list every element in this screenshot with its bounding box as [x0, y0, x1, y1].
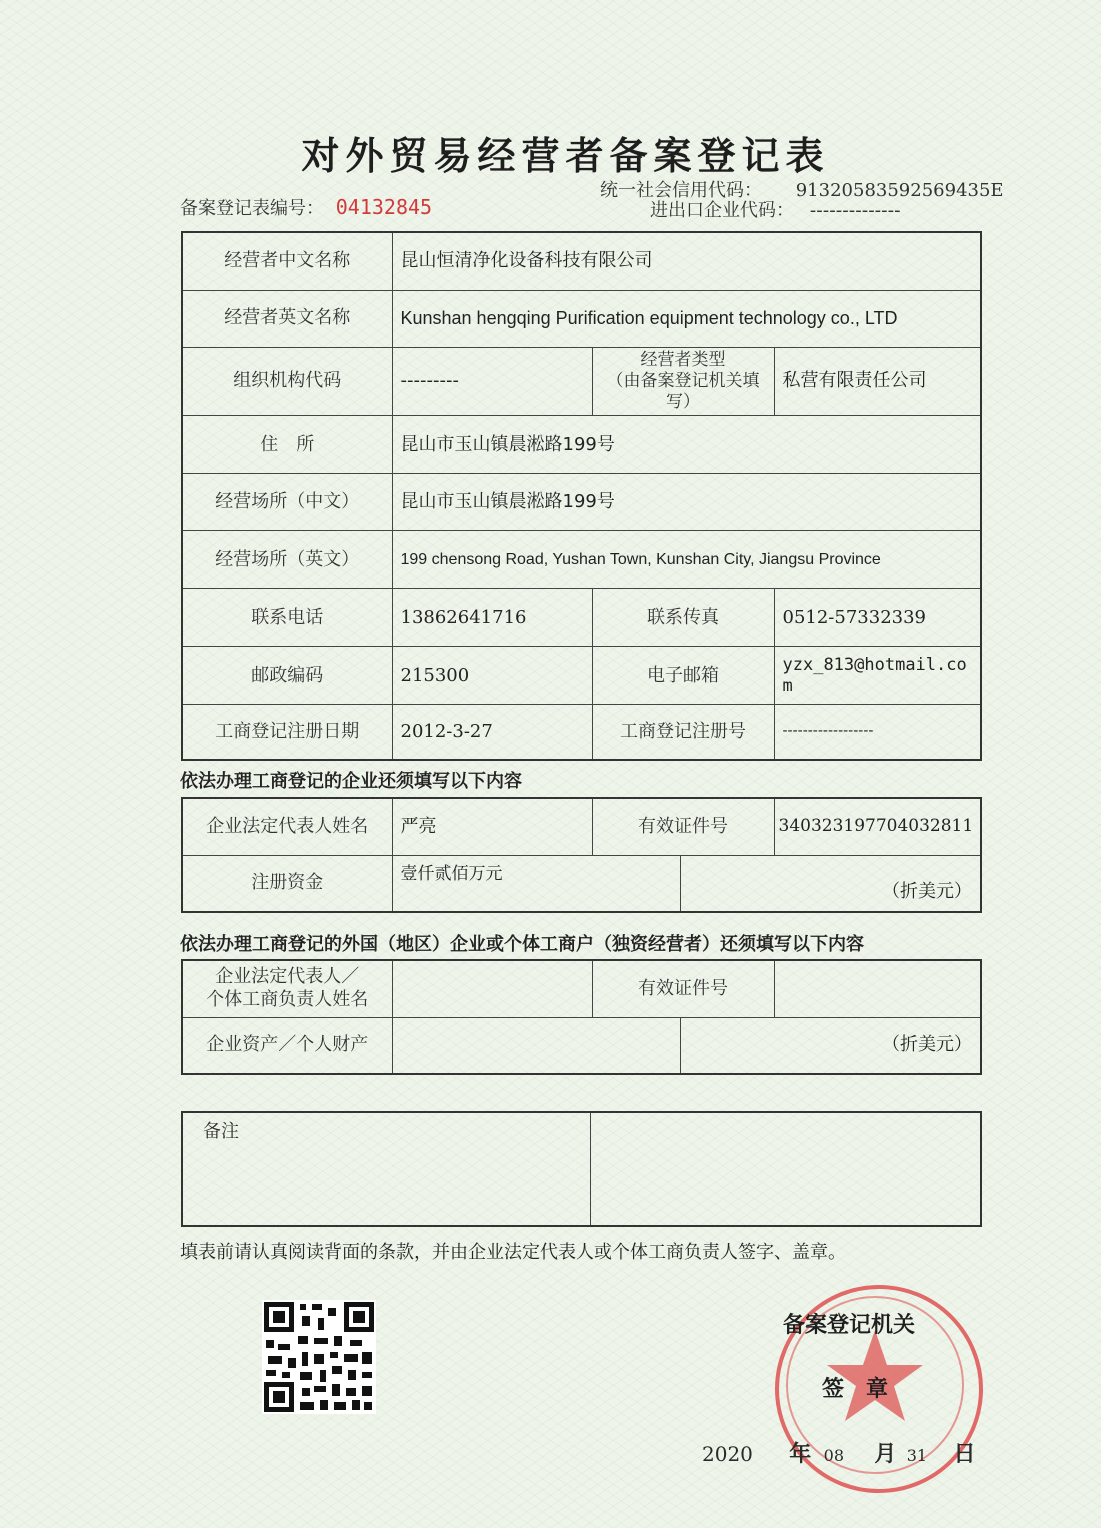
reg-no-value: ------------------: [774, 705, 981, 760]
rep-label-line2: 个体工商负责人姓名: [206, 988, 369, 1010]
date-day-unit: 日: [953, 1442, 976, 1467]
postcode-label: 邮政编码: [182, 647, 392, 705]
table-row: [182, 1112, 981, 1226]
table-row: [182, 531, 981, 589]
id-label: 有效证件号: [592, 960, 774, 1017]
address-label: 住 所: [182, 416, 392, 474]
cn-name-label: 经营者中文名称: [182, 232, 392, 290]
reg-date-label: 工商登记注册日期: [182, 705, 392, 760]
assets-label: 企业资产／个人财产: [182, 1017, 392, 1074]
phone-label: 联系电话: [182, 589, 392, 647]
table-row: [182, 855, 981, 912]
table-row: [182, 416, 981, 474]
place-en-value: 199 chensong Road, Yushan Town, Kunshan City, Jiangsu Province: [392, 531, 981, 589]
phone-value: 13862641716: [392, 589, 592, 647]
usc-code-value: 91320583592569435E: [795, 180, 1004, 201]
operator-type-title: 经营者类型: [640, 349, 726, 370]
section2-table: [181, 959, 982, 1075]
date-year: 2020: [702, 1442, 753, 1466]
filing-no-label: 备案登记表编号：: [180, 198, 324, 219]
capital-usd-label: （折美元）: [680, 855, 981, 912]
legal-rep-value: 严亮: [392, 798, 592, 855]
reg-no-label: 工商登记注册号: [592, 705, 774, 760]
place-en-label: 经营场所（英文）: [182, 531, 392, 589]
main-info-table: [181, 231, 982, 761]
table-row: [182, 705, 981, 760]
org-code-value: ---------: [392, 347, 592, 416]
date-month: 08: [823, 1446, 844, 1465]
remarks-table: [181, 1111, 982, 1227]
table-row: [182, 647, 981, 705]
legal-rep-label: 企业法定代表人姓名: [182, 798, 392, 855]
en-name-value: Kunshan hengqing Purification equipment technology co., LTD: [392, 290, 981, 347]
fax-value: 0512-57332339: [774, 589, 981, 647]
operator-type-subtitle: （由备案登记机关填写）: [606, 370, 760, 412]
instruction-text: 填表前请认真阅读背面的条款，并由企业法定代表人或个体工商负责人签字、盖章。: [180, 1242, 846, 1263]
address-value: 昆山市玉山镇晨淞路199号: [392, 416, 981, 474]
page-title: 对外贸易经营者备案登记表: [301, 134, 830, 178]
org-code-label: 组织机构代码: [182, 347, 392, 416]
table-row: [182, 1017, 981, 1074]
rep-label-line1: 企业法定代表人／: [215, 966, 360, 988]
reg-date-value: 2012-3-27: [392, 705, 592, 760]
filing-no-row: [180, 194, 432, 220]
email-label: 电子邮箱: [592, 647, 774, 705]
filing-no-value: 04132845: [335, 195, 433, 219]
remarks-value: [590, 1112, 981, 1226]
operator-type-label: [592, 347, 774, 416]
table-row: [182, 232, 981, 290]
table-row: [182, 347, 981, 416]
assets-value: [392, 1017, 680, 1074]
seal-label: 签 章: [822, 1377, 889, 1402]
qr-code-icon: [262, 1300, 376, 1414]
date-day: 31: [906, 1446, 928, 1465]
authority-label: 备案登记机关: [783, 1313, 916, 1338]
date-month-unit: 月: [874, 1442, 897, 1467]
id-label: 有效证件号: [592, 798, 774, 855]
place-cn-label: 经营场所（中文）: [182, 474, 392, 531]
table-row: [182, 290, 981, 347]
en-name-label: 经营者英文名称: [182, 290, 392, 347]
id-value: 340323197704032811: [774, 798, 981, 855]
rep-value: [392, 960, 592, 1017]
id-value: [774, 960, 981, 1017]
capital-label: 注册资金: [182, 855, 392, 912]
table-row: [182, 589, 981, 647]
capital-value: 壹仟贰佰万元: [392, 855, 680, 912]
ie-code-label: 进出口企业代码：: [650, 200, 794, 221]
section2-heading: 依法办理工商登记的外国（地区）企业或个体工商户（独资经营者）还须填写以下内容: [180, 934, 864, 955]
email-value: yzx_813@hotmail.com: [774, 647, 981, 705]
section1-heading: 依法办理工商登记的企业还须填写以下内容: [180, 771, 522, 792]
fax-label: 联系传真: [592, 589, 774, 647]
rep-label: [182, 960, 392, 1017]
postcode-value: 215300: [392, 647, 592, 705]
date-row: [702, 1437, 975, 1468]
assets-usd-label: （折美元）: [680, 1017, 981, 1074]
table-row: [182, 474, 981, 531]
operator-type-value: 私营有限责任公司: [774, 347, 981, 416]
section1-table: [181, 797, 982, 913]
table-row: [182, 798, 981, 855]
table-row: [182, 960, 981, 1017]
ie-code-row: [650, 196, 901, 222]
place-cn-value: 昆山市玉山镇晨淞路199号: [392, 474, 981, 531]
usc-code-label: 统一社会信用代码：: [600, 180, 762, 201]
ie-code-value: --------------: [809, 200, 901, 221]
cn-name-value: 昆山恒清净化设备科技有限公司: [392, 232, 981, 290]
remarks-label: 备注: [182, 1112, 590, 1226]
date-year-unit: 年: [789, 1442, 812, 1467]
